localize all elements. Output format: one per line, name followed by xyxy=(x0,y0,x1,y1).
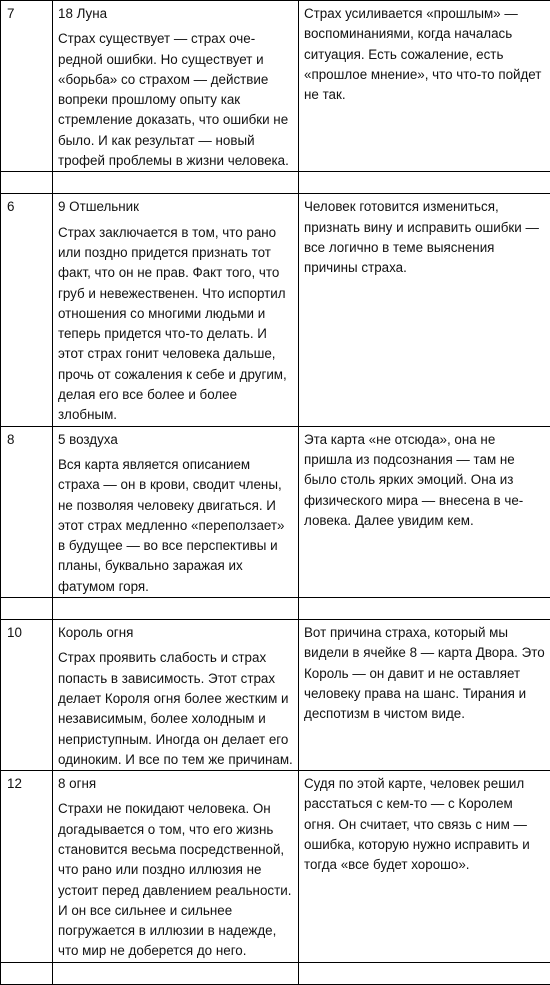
card-cell xyxy=(53,194,299,426)
position-number: 6 xyxy=(1,194,53,426)
card-name: Король огня xyxy=(58,623,294,643)
interpretation-cell xyxy=(299,426,550,597)
card-name: 8 огня xyxy=(58,774,294,794)
interpretation-cell xyxy=(299,194,550,426)
interpretation-cell xyxy=(299,1,550,172)
spacer-row xyxy=(1,598,550,620)
table-row xyxy=(1,771,550,963)
interpretation-text: Страх усиливается «прошлым» — воспоминаниями, когда началась ситуация. Есть сожаление, есть «прошлое мнение», что что-то пойдет не так. xyxy=(304,4,546,105)
spacer-row xyxy=(1,172,550,194)
table-row xyxy=(1,426,550,597)
card-name: 5 воздуха xyxy=(58,430,294,450)
table-row xyxy=(1,620,550,771)
interpretation-cell xyxy=(299,620,550,771)
card-cell xyxy=(53,426,299,597)
table-row xyxy=(1,194,550,426)
interpretation-cell xyxy=(299,771,550,963)
card-description: Страх заключается в том, что рано или поздно придется признать тот факт, что он не прав. Факт того, что груб и невежественен. Что испортил отношения со многими людьми и теперь придется что-то делать. И этот страх гонит человека дальше, прочь от сожаления к себе и другим, делая его все более и более злобным. xyxy=(58,223,294,426)
card-cell xyxy=(53,1,299,172)
card-cell xyxy=(53,771,299,963)
position-number: 7 xyxy=(1,1,53,172)
position-number: 8 xyxy=(1,426,53,597)
card-description: Страх проявить слабость и страх попасть в зависимость. Этот страх делает Короля огня более жестким и независимым, более холодным и неприступным. Иногда он делает его одиноким. И все по тем же причинам. xyxy=(58,648,294,770)
card-description: Страхи не покидают человека. Он догадывается о том, что его жизнь становится весьма посредственной, что рано или поздно иллюзия не устоит перед давлением реальности. И он все сильнее и сильнее погружается в иллюзии в надежде, что мир не доберется до него. xyxy=(58,799,294,961)
interpretation-text: Эта карта «не отсюда», она не пришла из подсознания — там не было столь ярких эмоций. Она из физического мира — внесена в человека. Далее увидим кем. xyxy=(304,430,546,531)
position-number: 10 xyxy=(1,620,53,771)
card-cell xyxy=(53,620,299,771)
interpretation-text: Судя по этой карте, человек решил расстаться с кем-то — с Королем огня. Он считает, что связь с ним — ошибка, которую нужно исправить и тогда «все будет хорошо». xyxy=(304,774,546,875)
interpretation-text: Человек готовится измениться, признать вину и исправить ошибки — все логично в теме выяснения причины страха. xyxy=(304,197,546,278)
card-description: Страх существует — страх очередной ошибки. Но существует и «борьба» со страхом — действие вопреки прошлому опыту как стремление доказать, что ошибки не было. И как результат — новый трофей проблемы в жизни человека. xyxy=(58,29,294,171)
table-row xyxy=(1,1,550,172)
position-number: 12 xyxy=(1,771,53,963)
interpretation-text: Вот причина страха, который мы видели в ячейке 8 — карта Двора. Это Король — он давит и не оставляет человеку права на шанс. Тирания и деспотизм в чистом виде. xyxy=(304,623,546,724)
spacer-row xyxy=(1,962,550,984)
card-name: 18 Луна xyxy=(58,4,294,24)
card-name: 9 Отшельник xyxy=(58,197,294,217)
card-description: Вся карта является описанием страха — он в крови, сводит члены, не позволяя человеку двигаться. И этот страх медленно «переползает» в будущее — во все перспективы и планы, буквально заражая их фатумом горя. xyxy=(58,455,294,597)
